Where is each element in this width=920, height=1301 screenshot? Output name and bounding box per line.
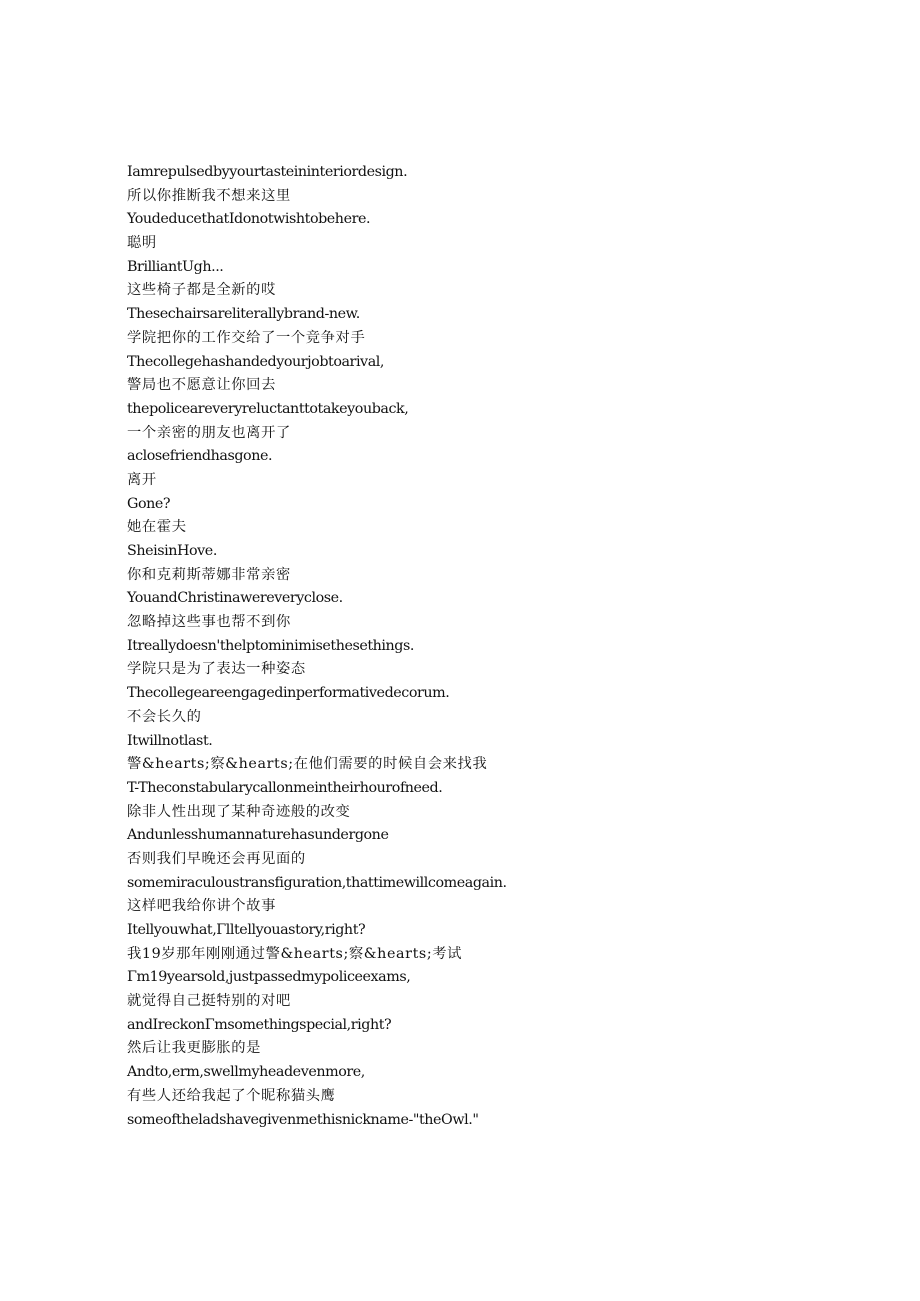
english-subtitle-line: T-Theconstabularycallonmeintheirhourofneed. (127, 779, 443, 796)
chinese-subtitle-line: 你和克莉斯蒂娜非常亲密 (127, 566, 291, 583)
chinese-subtitle-line: 有些人还给我起了个昵称猫头鹰 (127, 1087, 336, 1104)
english-subtitle-line: thepoliceareveryreluctanttotakeyouback, (127, 400, 409, 417)
chinese-subtitle-line: 学院把你的工作交给了一个竞争对手 (127, 329, 366, 346)
chinese-subtitle-line: 离开 (127, 471, 157, 488)
english-subtitle-line: BrilliantUgh... (127, 258, 224, 275)
chinese-subtitle-line: 然后让我更膨胀的是 (127, 1040, 262, 1057)
english-subtitle-line: SheisinHove. (127, 543, 217, 559)
english-subtitle-line: andIreckonΓmsomethingspecial,right? (127, 1016, 392, 1033)
english-subtitle-line: somemiraculoustransfiguration,thattimewillcomeagain. (127, 874, 507, 891)
english-subtitle-line: Thecollegeareengagedinperformativedecorum. (127, 685, 450, 702)
subtitle-transcript (127, 161, 827, 1132)
english-subtitle-line: Itwillnotlast. (127, 732, 213, 749)
chinese-subtitle-line: 这样吧我给你讲个故事 (127, 898, 276, 915)
chinese-subtitle-line: 学院只是为了表达一种姿态 (127, 661, 306, 678)
english-subtitle-line: aclosefriendhasgone. (127, 448, 273, 465)
chinese-subtitle-line: 这些椅子都是全新的哎 (127, 282, 276, 299)
english-subtitle-line: Iamrepulsedbyyourtasteininteriordesign. (127, 164, 408, 180)
chinese-subtitle-line: 我19岁那年刚刚通过警&hearts;察&hearts;考试 (127, 945, 463, 962)
chinese-subtitle-line: 否则我们早晚还会再见面的 (127, 850, 306, 867)
english-subtitle-line: YoudeducethatIdonotwishtobehere. (127, 211, 371, 228)
chinese-subtitle-line: 忽略掉这些事也帮不到你 (127, 614, 291, 631)
chinese-subtitle-line: 就觉得自己挺特别的对吧 (127, 993, 291, 1010)
english-subtitle-line: Andunlesshumannaturehasundergone (127, 827, 389, 844)
english-subtitle-line: Itellyouwhat,Γlltellyouastory,right? (127, 922, 366, 938)
chinese-subtitle-line: 警局也不愿意让你回去 (127, 377, 276, 394)
english-subtitle-line: someoftheladshavegivenmethisnickname-"theOwl." (127, 1111, 479, 1128)
chinese-subtitle-line: 除非人性出现了某种奇迹般的改变 (127, 803, 351, 820)
chinese-subtitle-line: 不会长久的 (127, 708, 202, 725)
english-subtitle-line: Thesechairsareliterallybrand-new. (127, 306, 360, 323)
chinese-subtitle-line: 聪明 (127, 235, 157, 252)
chinese-subtitle-line: 一个亲密的朋友也离开了 (127, 424, 291, 441)
english-subtitle-line: Γm19yearsold,justpassedmypoliceexams, (127, 969, 411, 986)
english-subtitle-line: Gone? (127, 495, 171, 512)
english-subtitle-line: Thecollegehashandedyourjobtoarival, (127, 353, 384, 370)
english-subtitle-line: Itreallydoesn'thelptominimisethesethings. (127, 637, 414, 654)
chinese-subtitle-line: 她在霍夫 (127, 519, 187, 536)
english-subtitle-line: YouandChristinawereveryclose. (127, 590, 343, 607)
chinese-subtitle-line: 所以你推断我不想来这里 (127, 187, 291, 204)
english-subtitle-line: Andto,erm,swellmyheadevenmore, (127, 1064, 365, 1081)
chinese-subtitle-line: 警&hearts;察&hearts;在他们需要的时候自会来找我 (127, 756, 488, 773)
